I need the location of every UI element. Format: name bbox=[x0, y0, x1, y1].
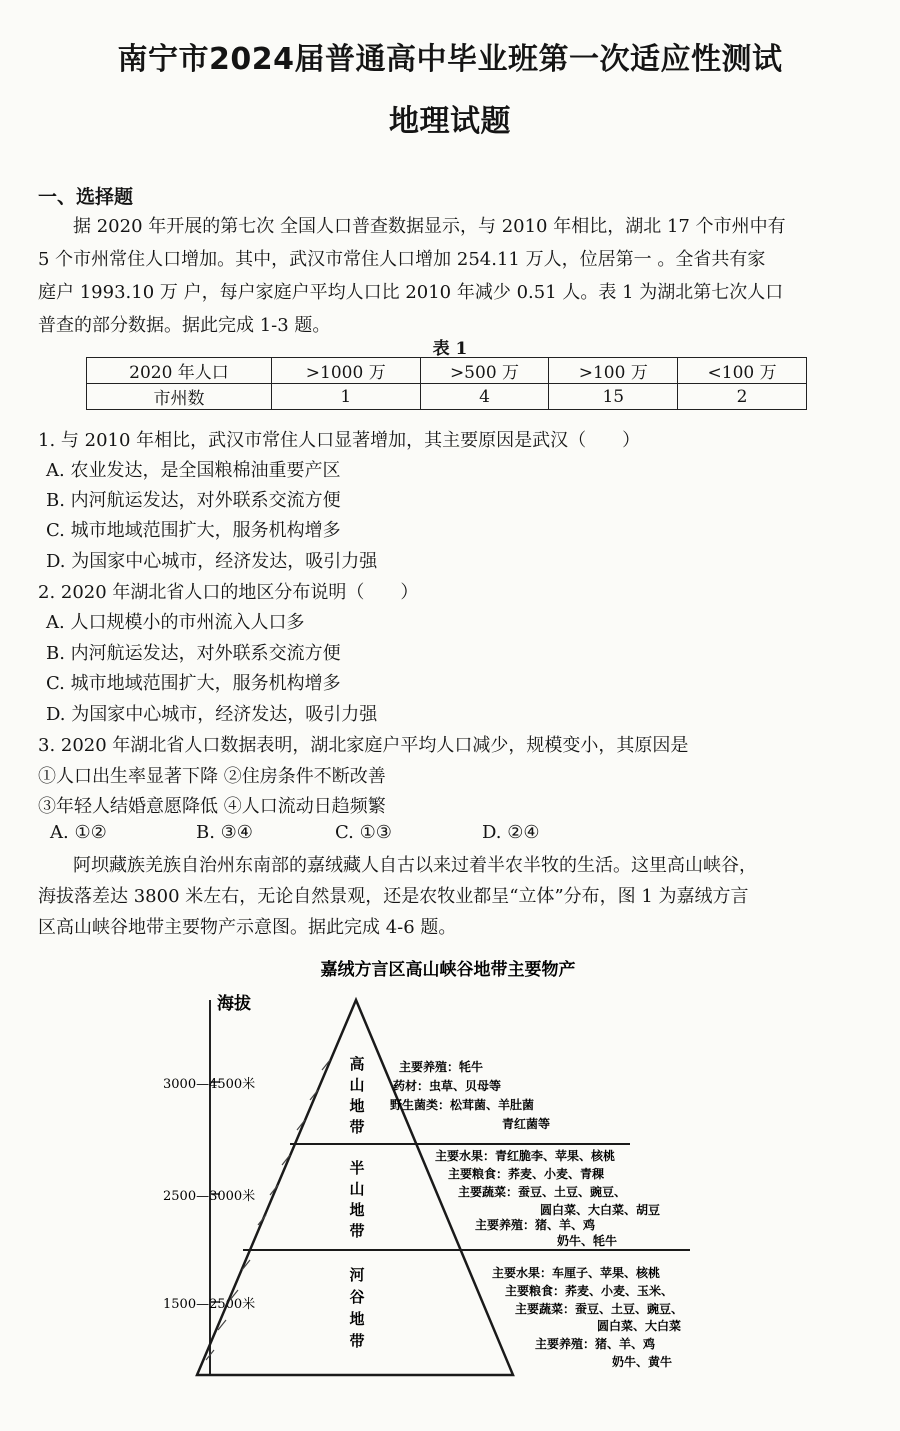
question-3-option-c: C. ①③ bbox=[335, 822, 392, 843]
passage2-line: 阿坝藏族羌族自治州东南部的嘉绒藏人自古以来过着半农半牧的生活。这里高山峡谷， bbox=[73, 855, 757, 876]
table-cell: >1000 万 bbox=[271, 358, 420, 384]
table-cell: 2020 年人口 bbox=[87, 358, 272, 384]
product-line: 主要粮食：荞麦、小麦、青稞 bbox=[448, 1167, 605, 1181]
zone-name-char: 地 bbox=[349, 1201, 365, 1219]
product-line: 圆白菜、大白菜 bbox=[597, 1319, 682, 1333]
product-line: 主要养殖：牦牛 bbox=[399, 1060, 484, 1074]
product-line: 奶牛、黄牛 bbox=[612, 1355, 673, 1369]
zone-range-label: 3000—4500米 bbox=[163, 1077, 256, 1092]
passage2-line: 海拔落差达 3800 米左右，无论自然景观，还是农牧业都呈“立体”分布，图 1 为嘉绒方言 bbox=[38, 886, 749, 907]
axis-label: 海拔 bbox=[217, 994, 251, 1014]
product-line: 野生菌类：松茸菌、羊肚菌 bbox=[390, 1098, 535, 1112]
question-2-option-b: B. 内河航运发达，对外联系交流方便 bbox=[46, 643, 341, 664]
zone-name-char: 带 bbox=[349, 1118, 365, 1136]
zone-name-char: 地 bbox=[349, 1310, 365, 1328]
zone-name-char: 半 bbox=[349, 1159, 365, 1177]
zone-name-char: 河 bbox=[349, 1266, 365, 1284]
table-cell: 4 bbox=[420, 384, 549, 410]
table-caption: 表 1 bbox=[432, 339, 468, 359]
question-1-option-d: D. 为国家中心城市，经济发达，吸引力强 bbox=[46, 551, 378, 572]
product-line: 青红菌等 bbox=[502, 1117, 551, 1131]
passage1-line: 5 个市州常住人口增加。其中，武汉市常住人口增加 254.11 万人，位居第一 。全省共有家 bbox=[38, 249, 766, 270]
product-line: 主要水果：车厘子、苹果、核桃 bbox=[492, 1266, 661, 1280]
question-2-option-c: C. 城市地域范围扩大，服务机构增多 bbox=[46, 673, 341, 694]
section-heading: 一、选择题 bbox=[38, 186, 134, 208]
product-line: 主要蔬菜：蚕豆、土豆、豌豆、 bbox=[515, 1302, 684, 1316]
question-3-item: ①人口出生率显著下降 ②住房条件不断改善 bbox=[38, 766, 386, 787]
question-3-option-d: D. ②④ bbox=[482, 822, 540, 843]
question-1-option-c: C. 城市地域范围扩大，服务机构增多 bbox=[46, 520, 341, 541]
table-cell: 15 bbox=[549, 384, 678, 410]
question-2-option-a: A. 人口规模小的市州流入人口多 bbox=[46, 612, 305, 633]
passage1-line: 普查的部分数据。据此完成 1-3 题。 bbox=[38, 315, 331, 336]
product-line: 主要粮食：荞麦、小麦、玉米、 bbox=[505, 1284, 674, 1298]
zone-name-char: 地 bbox=[349, 1097, 365, 1115]
question-3-option-a: A. ①② bbox=[50, 822, 107, 843]
passage1-line: 庭户 1993.10 万 户，每户家庭户平均人口比 2010 年减少 0.51 人。表 1 为湖北第七次人口 bbox=[38, 282, 784, 303]
question-3-stem: 3. 2020 年湖北省人口数据表明，湖北家庭户平均人口减少，规模变小，其原因是 bbox=[38, 735, 689, 756]
question-2-stem: 2. 2020 年湖北省人口的地区分布说明（ ） bbox=[38, 582, 419, 603]
product-line: 主要养殖：猪、羊、鸡 bbox=[475, 1218, 596, 1232]
product-line: 圆白菜、大白菜、胡豆 bbox=[540, 1203, 661, 1217]
figure-title: 嘉绒方言区高山峡谷地带主要物产 bbox=[320, 960, 576, 980]
question-1-stem: 1. 与 2010 年相比，武汉市常住人口显著增加，其主要原因是武汉（ ） bbox=[38, 430, 641, 451]
question-1-option-b: B. 内河航运发达，对外联系交流方便 bbox=[46, 490, 341, 511]
table-cell: 1 bbox=[271, 384, 420, 410]
zone-name-char: 山 bbox=[349, 1076, 365, 1094]
product-line: 药材：虫草、贝母等 bbox=[393, 1079, 502, 1093]
document-title: 南宁市2024届普通高中毕业班第一次适应性测试 bbox=[117, 42, 783, 77]
table-cell: <100 万 bbox=[678, 358, 807, 384]
question-3-item: ③年轻人结婚意愿降低 ④人口流动日趋频繁 bbox=[38, 796, 386, 817]
passage2-line: 区高山峡谷地带主要物产示意图。据此完成 4-6 题。 bbox=[38, 917, 457, 938]
product-line: 奶牛、牦牛 bbox=[557, 1234, 618, 1248]
product-line: 主要蔬菜：蚕豆、土豆、豌豆、 bbox=[458, 1185, 627, 1199]
question-1-option-a: A. 农业发达，是全国粮棉油重要产区 bbox=[46, 460, 341, 481]
document-subtitle: 地理试题 bbox=[389, 104, 511, 139]
zone-name-char: 高 bbox=[349, 1055, 365, 1073]
product-line: 主要水果：青红脆李、苹果、核桃 bbox=[435, 1149, 616, 1163]
product-line: 主要养殖：猪、羊、鸡 bbox=[535, 1337, 656, 1351]
zone-range-label: 1500—2500米 bbox=[163, 1297, 256, 1312]
zone-name-char: 带 bbox=[349, 1332, 365, 1350]
table-cell: 市州数 bbox=[87, 384, 272, 410]
zone-name-char: 带 bbox=[349, 1222, 365, 1240]
zone-name-char: 山 bbox=[349, 1180, 365, 1198]
table-cell: >500 万 bbox=[420, 358, 549, 384]
question-3-option-b: B. ③④ bbox=[196, 822, 253, 843]
zone-range-label: 2500—3000米 bbox=[163, 1189, 256, 1204]
question-2-option-d: D. 为国家中心城市，经济发达，吸引力强 bbox=[46, 704, 378, 725]
zone-name-char: 谷 bbox=[349, 1288, 365, 1306]
table-cell: >100 万 bbox=[549, 358, 678, 384]
table-cell: 2 bbox=[678, 384, 807, 410]
passage1-line: 据 2020 年开展的第七次 全国人口普查数据显示，与 2010 年相比，湖北 17 个市州中有 bbox=[73, 216, 786, 237]
